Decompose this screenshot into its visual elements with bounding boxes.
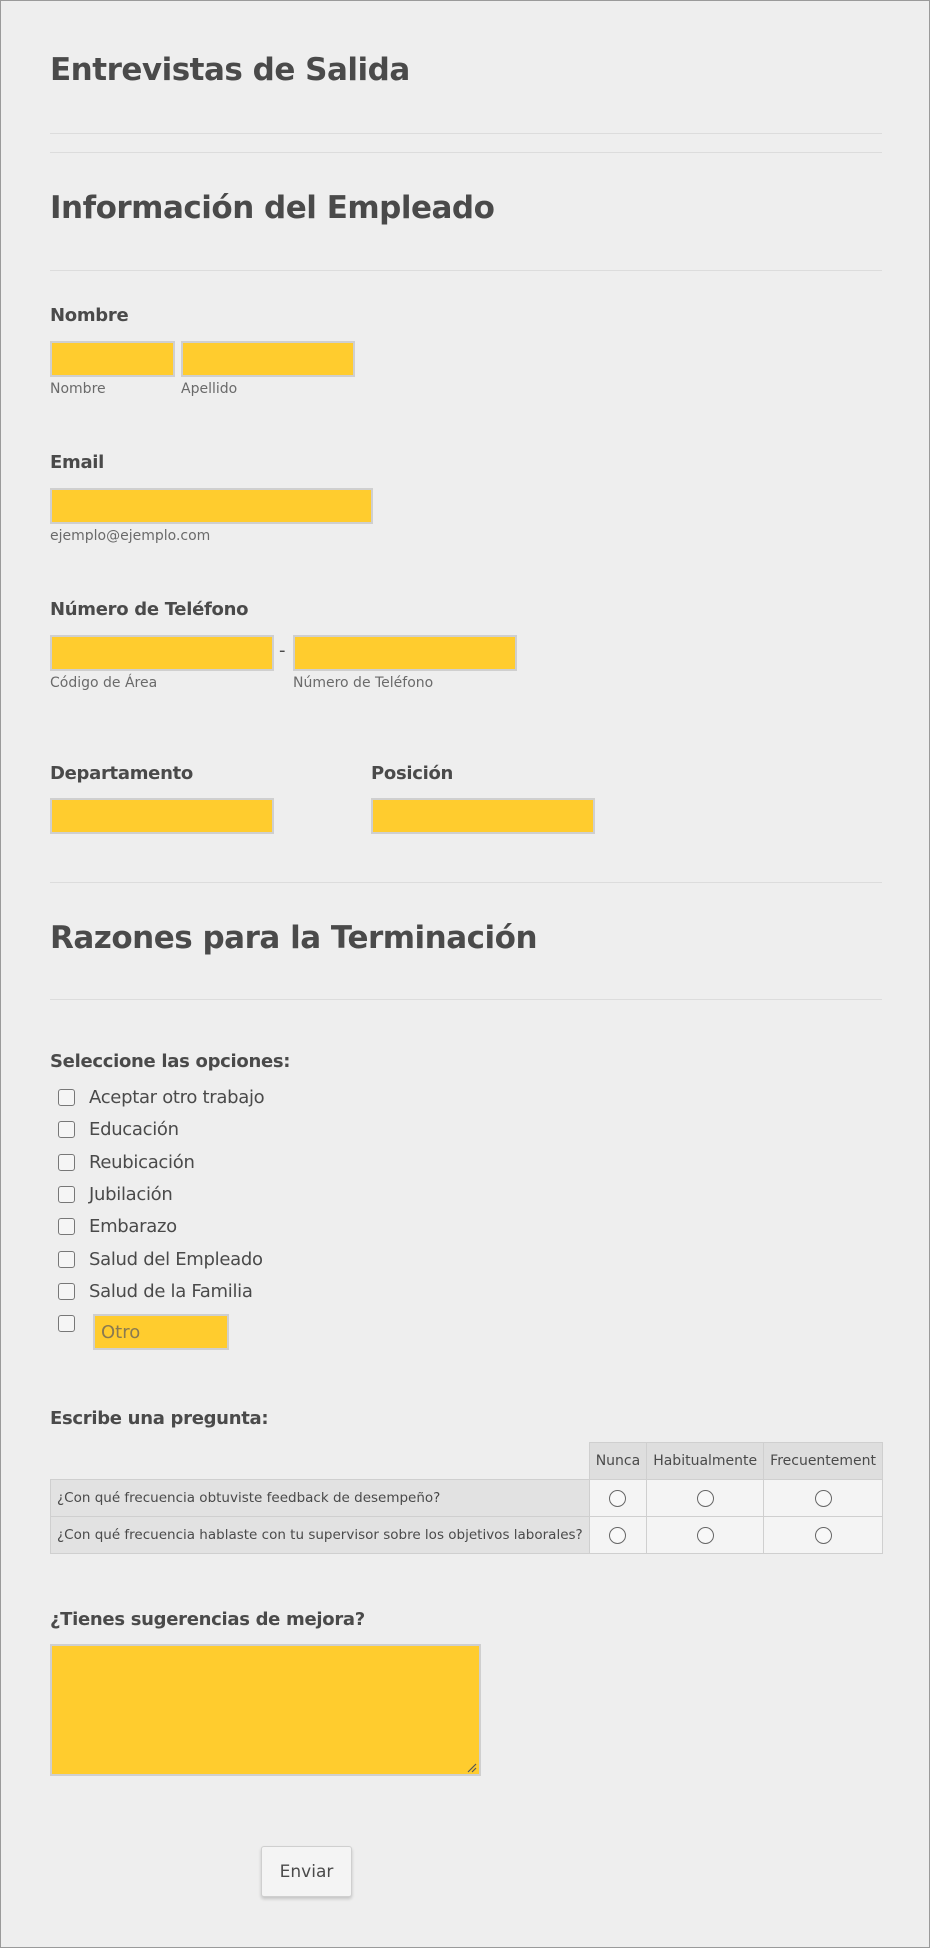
area-code-sublabel: Código de Área	[50, 675, 158, 691]
matrix-row-question: ¿Con qué frecuencia obtuviste feedback de desempeño?	[51, 1480, 590, 1517]
phone-number-input[interactable]	[293, 635, 517, 671]
checkbox-other[interactable]	[58, 1315, 75, 1332]
option-label: Embarazo	[89, 1215, 177, 1237]
divider	[50, 133, 882, 134]
phone-label: Número de Teléfono	[50, 599, 249, 620]
radio-button[interactable]	[815, 1527, 832, 1544]
option-row[interactable]	[58, 1150, 195, 1174]
section-title-reasons: Razones para la Terminación	[50, 920, 538, 956]
option-label: Salud de la Familia	[89, 1280, 253, 1302]
department-input[interactable]	[50, 798, 274, 834]
position-input[interactable]	[371, 798, 595, 834]
matrix-cell[interactable]	[647, 1517, 764, 1554]
checkbox[interactable]	[58, 1251, 75, 1268]
checkbox[interactable]	[58, 1121, 75, 1138]
area-code-input[interactable]	[50, 635, 274, 671]
position-label: Posición	[371, 763, 454, 784]
department-label: Departamento	[50, 763, 193, 784]
matrix-corner	[51, 1443, 590, 1480]
option-row[interactable]	[58, 1247, 263, 1271]
phone-separator: -	[279, 640, 286, 661]
phone-number-sublabel: Número de Teléfono	[293, 675, 434, 691]
checkbox[interactable]	[58, 1154, 75, 1171]
matrix-row	[51, 1480, 883, 1517]
matrix-row-question: ¿Con qué frecuencia hablaste con tu supervisor sobre los objetivos laborales?	[51, 1517, 590, 1554]
radio-button[interactable]	[815, 1490, 832, 1507]
radio-button[interactable]	[697, 1527, 714, 1544]
matrix-row	[51, 1517, 883, 1554]
option-row[interactable]	[58, 1085, 264, 1109]
suggestions-label: ¿Tienes sugerencias de mejora?	[50, 1609, 365, 1630]
matrix-column-header: Habitualmente	[647, 1443, 764, 1480]
option-row[interactable]	[58, 1214, 177, 1238]
option-label: Educación	[89, 1118, 179, 1140]
radio-button[interactable]	[697, 1490, 714, 1507]
option-row-other[interactable]	[58, 1311, 89, 1335]
matrix-column-header: Frecuentement	[764, 1443, 883, 1480]
option-label: Reubicación	[89, 1151, 195, 1173]
checkbox[interactable]	[58, 1089, 75, 1106]
checkbox[interactable]	[58, 1218, 75, 1235]
option-label: Salud del Empleado	[89, 1248, 263, 1270]
radio-button[interactable]	[609, 1490, 626, 1507]
question-matrix	[50, 1442, 883, 1554]
first-name-input[interactable]	[50, 341, 175, 377]
last-name-input[interactable]	[181, 341, 355, 377]
email-input[interactable]	[50, 488, 373, 524]
radio-button[interactable]	[609, 1527, 626, 1544]
suggestions-textarea[interactable]	[50, 1644, 481, 1776]
matrix-cell[interactable]	[589, 1480, 647, 1517]
submit-button[interactable]: Enviar	[261, 1846, 352, 1897]
matrix-cell[interactable]	[764, 1480, 883, 1517]
option-row[interactable]	[58, 1279, 253, 1303]
form-title: Entrevistas de Salida	[50, 52, 410, 88]
option-row[interactable]	[58, 1182, 173, 1206]
option-row[interactable]	[58, 1117, 179, 1141]
last-name-sublabel: Apellido	[181, 381, 238, 397]
option-label: Jubilación	[89, 1183, 173, 1205]
divider	[50, 270, 882, 271]
other-option-input[interactable]	[93, 1314, 229, 1350]
checkbox[interactable]	[58, 1283, 75, 1300]
matrix-cell[interactable]	[647, 1480, 764, 1517]
resize-handle-icon[interactable]	[467, 1763, 477, 1773]
options-label: Seleccione las opciones:	[50, 1051, 291, 1072]
matrix-cell[interactable]	[589, 1517, 647, 1554]
section-title-employee: Información del Empleado	[50, 190, 495, 226]
option-label: Aceptar otro trabajo	[89, 1086, 265, 1108]
divider	[50, 152, 882, 153]
checkbox[interactable]	[58, 1186, 75, 1203]
email-label: Email	[50, 452, 105, 473]
name-label: Nombre	[50, 305, 129, 326]
divider	[50, 999, 882, 1000]
matrix-column-header: Nunca	[589, 1443, 647, 1480]
email-sublabel: ejemplo@ejemplo.com	[50, 528, 211, 544]
matrix-cell[interactable]	[764, 1517, 883, 1554]
matrix-label: Escribe una pregunta:	[50, 1408, 269, 1429]
divider	[50, 882, 882, 883]
first-name-sublabel: Nombre	[50, 381, 106, 397]
